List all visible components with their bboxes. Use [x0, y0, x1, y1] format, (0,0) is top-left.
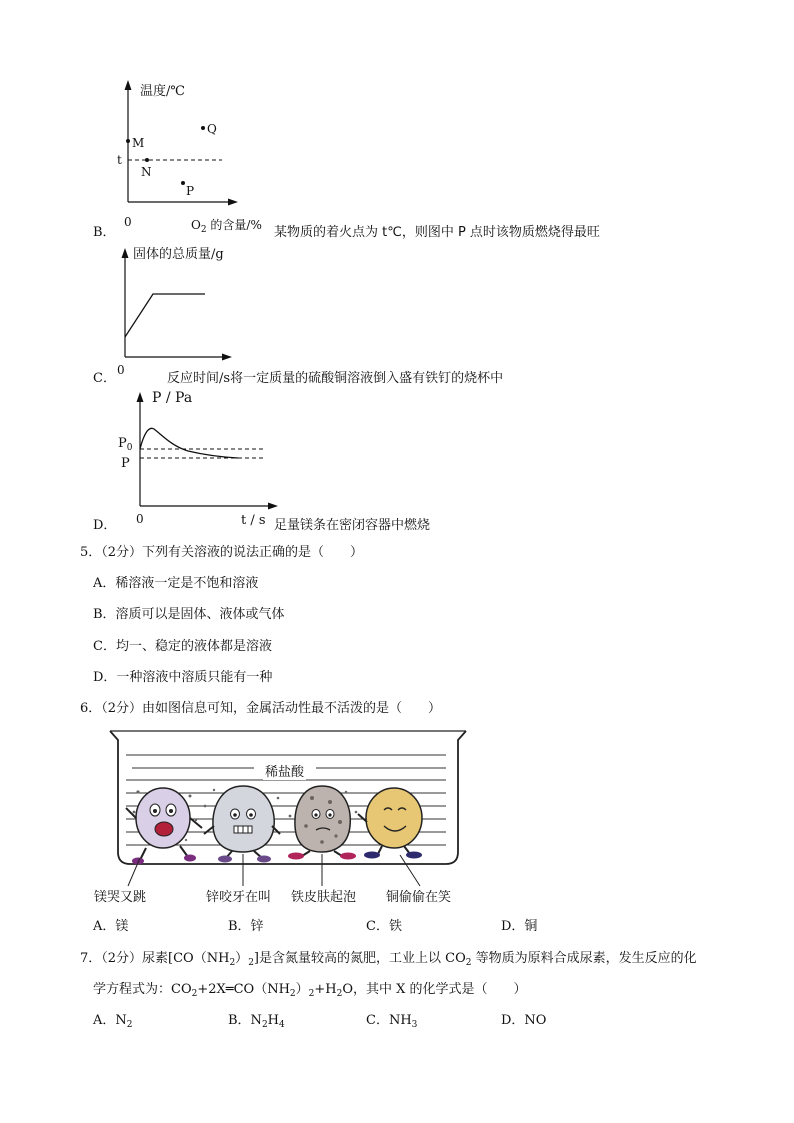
- graph-b-label-q: Q: [207, 122, 217, 136]
- q5-stem: 5．（2分）下列有关溶液的说法正确的是（ ）: [80, 545, 364, 560]
- zinc-character: [204, 786, 280, 863]
- q5-option-c: C．均一、稳定的液体都是溶液: [93, 639, 272, 654]
- graph-d-origin: 0: [136, 512, 144, 526]
- q7-option-d: D．NO: [501, 1013, 547, 1028]
- option-c-text: 将一定质量的硫酸铜溶液倒入盛有铁钉的烧杯中: [230, 371, 504, 386]
- caption-fe: 铁皮肤起泡: [291, 890, 357, 905]
- graph-d-ylabel: P / Pa: [152, 390, 193, 406]
- caption-cu: 铜偷偷在笑: [386, 890, 452, 905]
- beaker-label: 稀盐酸: [263, 761, 306, 780]
- iron-character: [288, 786, 356, 860]
- option-d-letter: D．: [93, 518, 117, 533]
- q7-stem-line2: 学方程式为：$CO_2+2X═CO(NH_2)_2+H_2O$，其中 X 的化学式是（ ）: [93, 982, 527, 999]
- option-b-letter: B．: [93, 225, 116, 240]
- q5-option-a: A．稀溶液一定是不饱和溶液: [93, 576, 259, 591]
- q6-option-a: A．镁: [93, 919, 129, 934]
- magnesium-character: [126, 788, 202, 865]
- graph-b-xlabel: $O_2$ 的含量/%: [191, 218, 262, 235]
- option-b-text: 某物质的着火点为 t℃，则图中 P 点时该物质燃烧得最旺: [274, 225, 600, 240]
- q6-option-c: C．铁: [366, 919, 402, 934]
- graph-c-ylabel: 固体的总质量/g: [133, 247, 224, 262]
- graph-c-xlabel: 反应时间/s: [167, 371, 231, 386]
- graph-b-label-p: P: [186, 184, 195, 198]
- copper-character: [358, 788, 422, 859]
- graph-d-p0-label: $P_0$: [118, 436, 133, 453]
- option-c-letter: C．: [93, 371, 116, 386]
- graph-b-label-n: N: [141, 165, 152, 179]
- graph-b-ylabel: 温度/℃: [140, 84, 185, 99]
- q6-option-b: B．锌: [228, 919, 264, 934]
- graph-c-origin: 0: [117, 363, 125, 377]
- q6-stem: 6．（2分）由如图信息可知，金属活动性最不活泼的是（ ）: [80, 701, 442, 716]
- graph-b-origin: 0: [124, 215, 132, 229]
- graph-d-p-label: P: [121, 456, 130, 471]
- graph-b-label-m: M: [132, 136, 145, 150]
- option-d-text: 足量镁条在密闭容器中燃烧: [274, 518, 431, 533]
- caption-mg: 镁哭又跳: [94, 890, 147, 905]
- caption-cu-line: [400, 855, 420, 886]
- q5-option-d: D．一种溶液中溶质只能有一种: [93, 670, 273, 685]
- graph-b-t-label: t: [117, 153, 122, 167]
- q7-option-a: A．$N_2$: [93, 1013, 133, 1030]
- q7-option-b: B．$N_2H_4$: [228, 1013, 285, 1030]
- caption-zn: 锌咬牙在叫: [206, 890, 272, 905]
- q7-stem-line1: 7．（2分）尿素$[CO(NH_2)_2]$是含氮量较高的氮肥，工业上以 $CO_2$ 等物质为原料合成尿素，发生反应的化: [80, 951, 697, 968]
- q5-option-b: B．溶质可以是固体、液体或气体: [93, 607, 285, 622]
- graph-d-xlabel: t / s: [241, 513, 266, 528]
- q6-option-d: D．铜: [501, 919, 538, 934]
- q7-option-c: C．$NH_3$: [366, 1013, 418, 1030]
